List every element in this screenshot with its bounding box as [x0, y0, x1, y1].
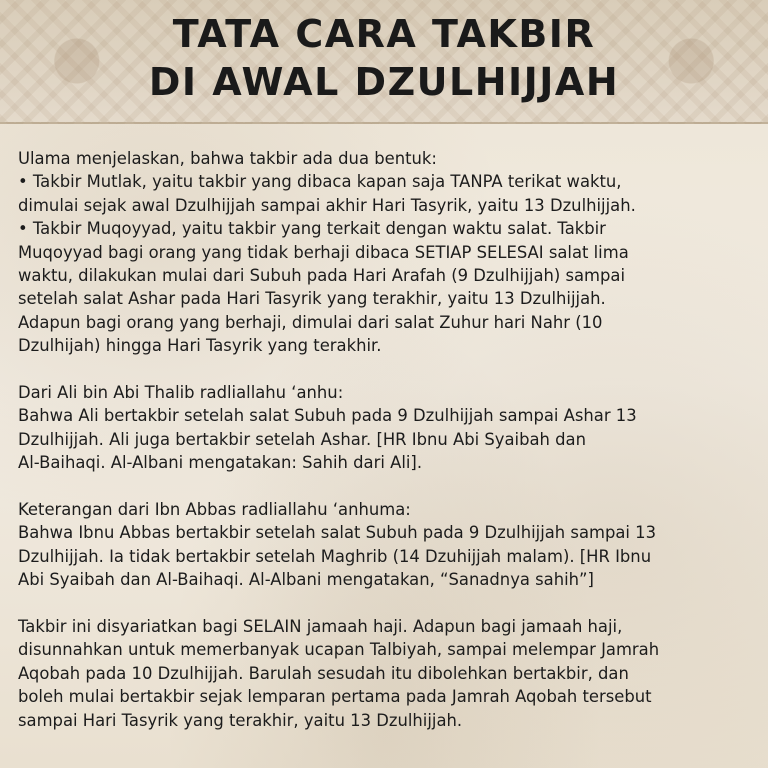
- title-line-1: TATA CARA TAKBIR: [172, 12, 596, 56]
- text-line: dimulai sejak awal Dzulhijjah sampai akhir Hari Tasyrik, yaitu 13 Dzulhijjah.: [18, 195, 636, 215]
- text-line: Bahwa Ali bertakbir setelah salat Subuh pada 9 Dzulhijjah sampai Ashar 13: [18, 406, 637, 426]
- paragraph-takbir-types: [18, 147, 756, 358]
- paragraph-ali-narration: [18, 381, 756, 475]
- text-line: boleh mulai bertakbir sejak lemparan pertama pada Jamrah Aqobah tersebut: [18, 687, 652, 707]
- text-line: disunnahkan untuk memerbanyak ucapan Talbiyah, sampai melempar Jamrah: [18, 640, 660, 660]
- text-line: Dzulhijah) hingga Hari Tasyrik yang terakhir.: [18, 336, 382, 356]
- title-line-2: DI AWAL DZULHIJJAH: [148, 60, 620, 104]
- text-line: • Takbir Muqoyyad, yaitu takbir yang terkait dengan waktu salat. Takbir: [18, 219, 606, 239]
- page-title: [0, 10, 768, 106]
- text-line: • Takbir Mutlak, yaitu takbir yang dibaca kapan saja TANPA terikat waktu,: [18, 172, 622, 192]
- text-line: Takbir ini disyariatkan bagi SELAIN jamaah haji. Adapun bagi jamaah haji,: [18, 617, 623, 637]
- text-line: Dari Ali bin Abi Thalib radliallahu ‘anhu:: [18, 383, 344, 403]
- paragraph-ibn-abbas-narration: [18, 498, 756, 592]
- text-line: Muqoyyad bagi orang yang tidak berhaji dibaca SETIAP SELESAI salat lima: [18, 242, 629, 262]
- article-body: [18, 147, 756, 756]
- header-banner: [0, 0, 768, 124]
- text-line: Ulama menjelaskan, bahwa takbir ada dua bentuk:: [18, 149, 437, 168]
- text-line: Keterangan dari Ibn Abbas radliallahu ‘anhuma:: [18, 500, 411, 520]
- text-line: sampai Hari Tasyrik yang terakhir, yaitu 13 Dzulhijjah.: [18, 710, 463, 730]
- text-line: Bahwa Ibnu Abbas bertakbir setelah salat Subuh pada 9 Dzulhijjah sampai 13: [18, 523, 657, 543]
- text-line: setelah salat Ashar pada Hari Tasyrik yang terakhir, yaitu 13 Dzulhijjah.: [18, 289, 606, 309]
- text-line: Al-Baihaqi. Al-Albani mengatakan: Sahih dari Ali].: [18, 453, 423, 473]
- text-line: waktu, dilakukan mulai dari Subuh pada Hari Arafah (9 Dzulhijjah) sampai: [18, 266, 626, 286]
- text-line: Dzulhijjah. Ali juga bertakbir setelah Ashar. [HR Ibnu Abi Syaibah dan: [18, 429, 586, 449]
- text-line: Adapun bagi orang yang berhaji, dimulai dari salat Zuhur hari Nahr (10: [18, 312, 603, 332]
- text-line: Aqobah pada 10 Dzulhijjah. Barulah sesudah itu dibolehkan bertakbir, dan: [18, 663, 629, 683]
- text-line: Dzulhijjah. Ia tidak bertakbir setelah Maghrib (14 Dzuhijjah malam). [HR Ibnu: [18, 546, 652, 566]
- text-line: Abi Syaibah dan Al-Baihaqi. Al-Albani mengatakan, “Sanadnya sahih”]: [18, 570, 594, 590]
- paragraph-pilgrims-note: [18, 615, 756, 732]
